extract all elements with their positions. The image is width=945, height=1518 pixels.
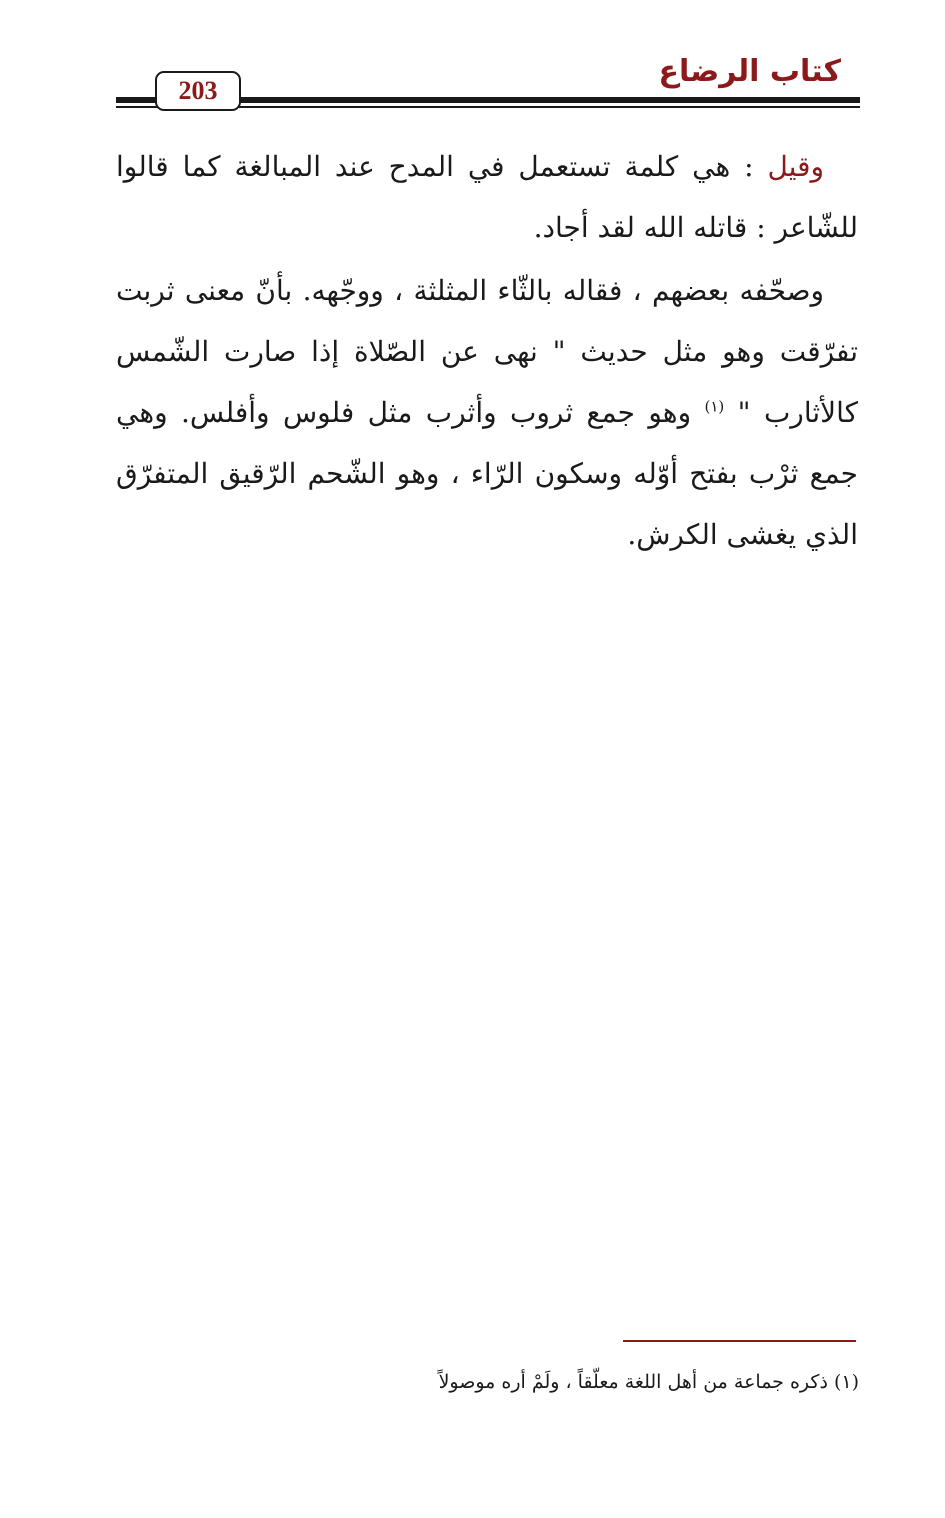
paragraph-1 xyxy=(116,136,858,258)
footnote: (١) ذكره جماعة من أهل اللغة معلّقاً ، ولَمْ أره موصولاً xyxy=(438,1371,859,1393)
body-text xyxy=(116,136,858,565)
footnote-reference[interactable]: (١) xyxy=(704,397,725,416)
paragraph-2-text-before-ref: وصحّفه بعضهم ، فقاله بالثّاء المثلثة ، ووجّهه. بأنّ معنى ثربت تفرّقت وهو مثل حديث " نهى عن الصّلاة إذا صارت الشّمس كالأثارب " xyxy=(116,274,858,429)
paragraph-1-text: : هي كلمة تستعمل في المدح عند المبالغة كما قالوا للشّاعر : قاتله الله لقد أجاد. xyxy=(116,150,858,244)
paragraph-keyword: وقيل xyxy=(767,150,824,183)
paragraph-2-text-after-ref: وهو جمع ثروب وأثرب مثل فلوس وأفلس. وهي جمع ثرْب بفتح أوّله وسكون الرّاء ، وهو الشّحم الرّقيق المتفرّق الذي يغشى الكرش. xyxy=(116,396,858,551)
page-header xyxy=(0,0,945,130)
footnote-separator xyxy=(623,1340,856,1342)
page-number: 203 xyxy=(155,71,241,111)
paragraph-2 xyxy=(116,260,858,565)
chapter-title: كتاب الرضاع xyxy=(658,54,841,89)
